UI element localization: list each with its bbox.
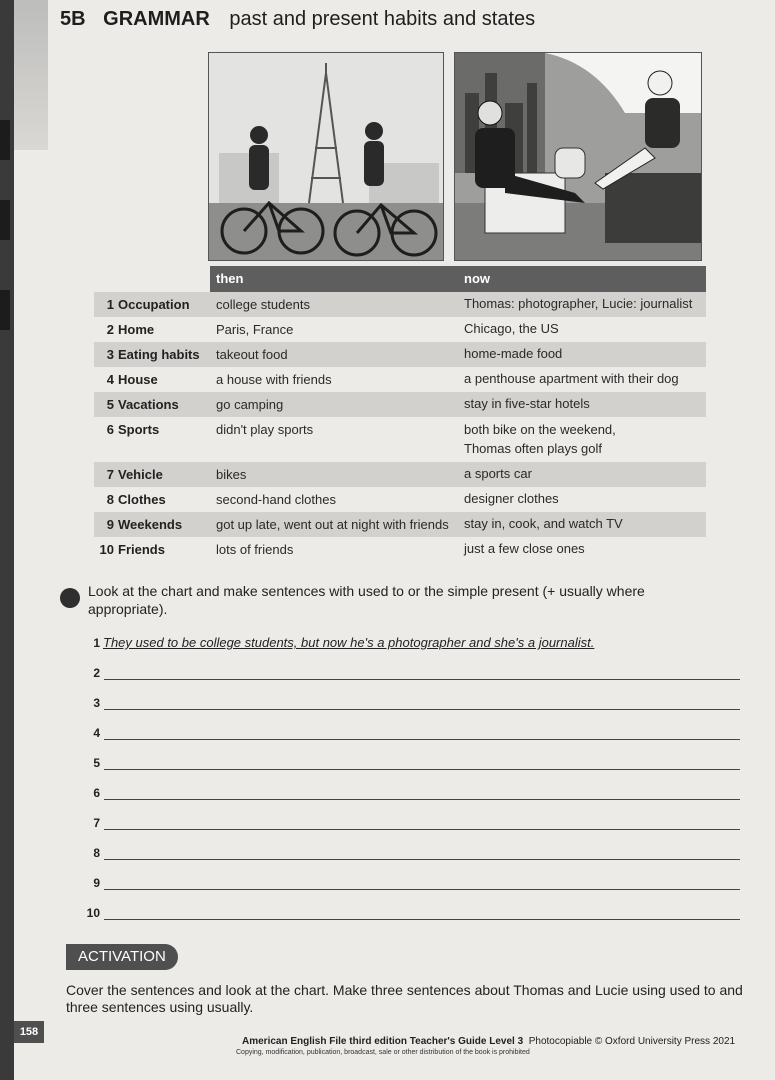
row-now: Thomas: photographer, Lucie: journalist	[464, 296, 693, 311]
chart-row	[94, 537, 706, 562]
answer-line[interactable]: 9	[60, 872, 740, 892]
edge-mark	[0, 120, 10, 160]
chart-row	[94, 317, 706, 342]
activation-text: Cover the sentences and look at the chart. Make three sentences about Thomas and Lucie using used to and three sentences using usually.	[66, 982, 743, 1015]
cyclists-paris-illustration	[209, 53, 443, 260]
illustration-now	[454, 52, 702, 261]
row-now: both bike on the weekend, Thomas often plays golf	[464, 422, 616, 456]
row-then: lots of friends	[216, 542, 294, 557]
chart-row	[94, 367, 706, 392]
row-then: takeout food	[216, 347, 288, 362]
row-now: designer clothes	[464, 491, 559, 506]
row-then: got up late, went out at night with friends	[216, 517, 449, 532]
row-category: 9 Weekends	[106, 517, 183, 532]
row-category: 2 Home	[106, 322, 155, 337]
chart-row	[94, 292, 706, 317]
answer-line[interactable]: 3	[60, 692, 740, 712]
illustration-then	[208, 52, 444, 261]
row-category: 7 Vehicle	[106, 467, 163, 482]
chart-row	[94, 512, 706, 537]
row-then: didn't play sports	[216, 422, 314, 437]
section-label: GRAMMAR	[103, 8, 210, 30]
chart-header	[94, 266, 706, 292]
row-category: 5 Vacations	[106, 397, 179, 412]
row-now: Chicago, the US	[464, 321, 559, 336]
row-now: stay in five-star hotels	[464, 396, 590, 411]
answer-line[interactable]: 10	[60, 902, 740, 922]
sofa-icon	[605, 173, 701, 243]
row-category: 6 Sports	[106, 422, 160, 437]
row-then: a house with friends	[216, 372, 332, 387]
answer-line[interactable]: 6	[60, 782, 740, 802]
edge-mark	[0, 200, 10, 240]
chart-row	[94, 462, 706, 487]
row-then: second-hand clothes	[216, 492, 336, 507]
column-header-now: now	[464, 271, 490, 286]
row-category: 1 Occupation	[106, 297, 190, 312]
page-number: 158	[14, 1021, 44, 1043]
row-now: home-made food	[464, 346, 563, 361]
chart-row	[94, 417, 706, 462]
row-category: 8 Clothes	[106, 492, 166, 507]
row-category: 4 House	[106, 372, 158, 387]
answer-line[interactable]: 5	[60, 752, 740, 772]
chart-row	[94, 487, 706, 512]
row-now: a sports car	[464, 466, 532, 481]
column-header-then: then	[216, 271, 244, 286]
row-now: just a few close ones	[464, 541, 585, 556]
example-answer: They used to be college students, but now he's a photographer and she's a journalist.	[103, 635, 595, 650]
row-category: 10 Friends	[99, 542, 165, 557]
dog-icon	[555, 148, 585, 178]
footer-notice: Copying, modification, publication, broadcast, sale or other distribution of the book is prohibited	[236, 1049, 530, 1056]
chart-row	[94, 342, 706, 367]
row-category: 3 Eating habits	[106, 347, 200, 362]
comparison-chart	[94, 266, 706, 562]
answer-line[interactable]: 4	[60, 722, 740, 742]
worksheet-page	[14, 0, 775, 1080]
answer-line[interactable]: 7	[60, 812, 740, 832]
exercise-bullet-icon	[60, 588, 80, 608]
row-now: a penthouse apartment with their dog	[464, 371, 679, 386]
chart-row	[94, 392, 706, 417]
answer-line[interactable]: 8	[60, 842, 740, 862]
binding-edge	[0, 0, 14, 1080]
row-then: college students	[216, 297, 310, 312]
row-then: bikes	[216, 467, 247, 482]
answer-line[interactable]: 2	[60, 662, 740, 682]
activation-label: ACTIVATION	[66, 944, 178, 970]
row-then: go camping	[216, 397, 284, 412]
row-now: stay in, cook, and watch TV	[464, 516, 623, 531]
footer-credit: American English File third edition Teacher's Guide Level 3 Photocopiable © Oxford University Press 2021	[242, 1036, 736, 1047]
answer-line: 1 They used to be college students, but now he's a photographer and she's a journalist.	[93, 635, 595, 650]
row-then: Paris, France	[216, 322, 294, 337]
penthouse-couple-illustration	[455, 53, 701, 260]
unit-code: 5B	[60, 8, 86, 30]
exercise-instruction: Look at the chart and make sentences with used to or the simple present (+ usually where appropriate).	[88, 583, 645, 617]
page-corner-shadow	[14, 0, 48, 150]
page-title	[60, 8, 535, 31]
edge-mark	[0, 290, 10, 330]
section-subtitle: past and present habits and states	[229, 8, 536, 30]
